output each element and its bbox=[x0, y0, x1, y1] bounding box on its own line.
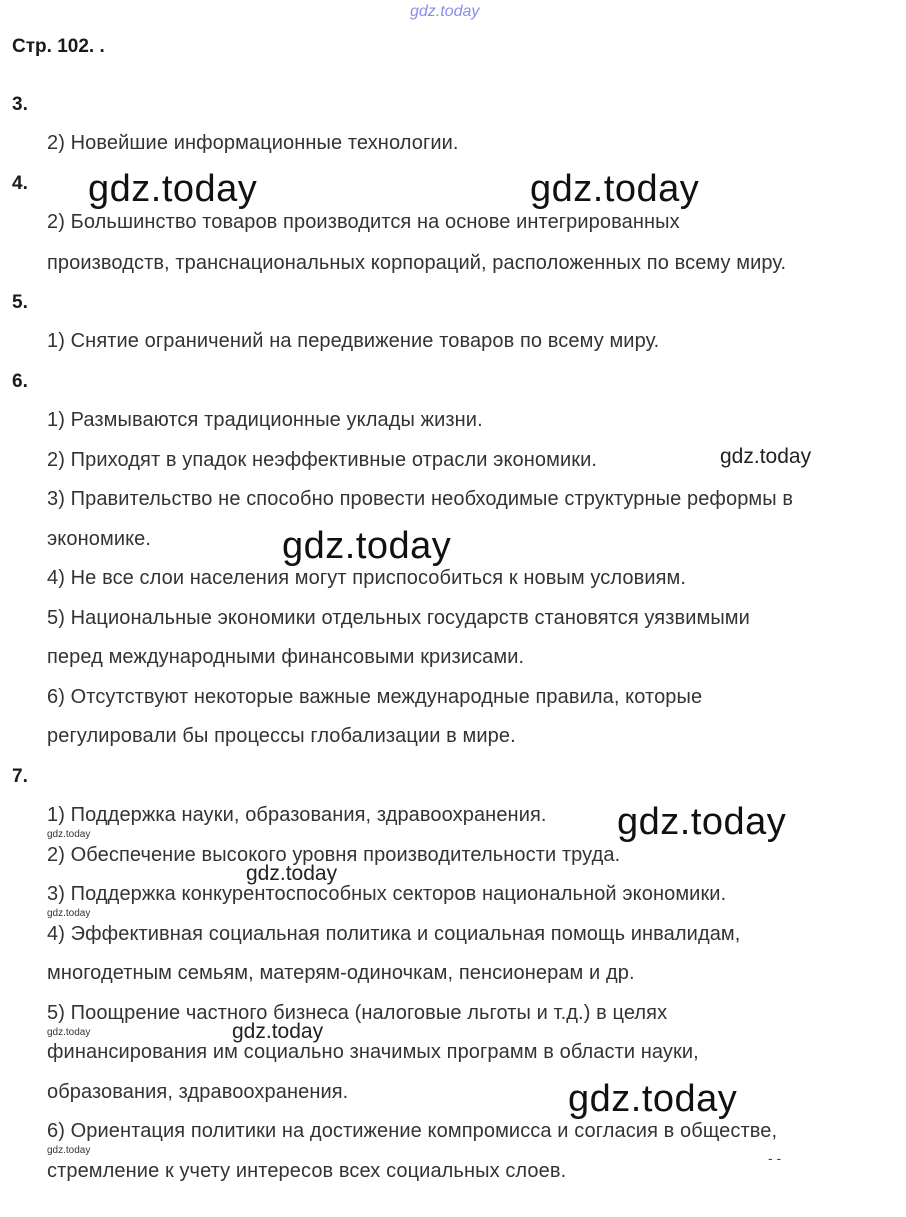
answer-line: 6) Ориентация политики на достижение компромисса и согласия в обществе, bbox=[47, 1120, 778, 1142]
answer-line: 5) Поощрение частного бизнеса (налоговые льготы и т.д.) в целях bbox=[47, 1002, 668, 1024]
question-5-number: 5. bbox=[12, 292, 28, 313]
question-3-number: 3. bbox=[12, 94, 28, 115]
watermark: gdz.today bbox=[246, 862, 338, 885]
answer-line: регулировали бы процессы глобализации в мире. bbox=[47, 725, 516, 747]
answer-line: 3) Правительство не способно провести необходимые структурные реформы в bbox=[47, 488, 794, 510]
answer-line: финансирования им социально значимых программ в области науки, bbox=[47, 1041, 699, 1063]
watermark: gdz.today bbox=[568, 1078, 738, 1120]
answer-line: 6) Отсутствуют некоторые важные международные правила, которые bbox=[47, 686, 703, 708]
answer-line: 5) Национальные экономики отдельных государств становятся уязвимыми bbox=[47, 607, 750, 629]
answer-line: многодетным семьям, матерям-одиночкам, пенсионерам и др. bbox=[47, 962, 635, 984]
answer-line: 2) Новейшие информационные технологии. bbox=[47, 132, 459, 154]
answer-line: 4) Эффективная социальная политика и социальная помощь инвалидам, bbox=[47, 923, 741, 945]
watermark: gdz.today bbox=[530, 168, 700, 210]
answer-line: 3) Поддержка конкурентоспособных секторов национальной экономики. bbox=[47, 883, 727, 905]
answer-line: производств, транснациональных корпораций, расположенных по всему миру. bbox=[47, 252, 787, 274]
question-7-number: 7. bbox=[12, 766, 28, 787]
answer-line: 2) Большинство товаров производится на основе интегрированных bbox=[47, 211, 680, 233]
question-4-number: 4. bbox=[12, 173, 28, 194]
top-watermark: gdz.today bbox=[410, 3, 480, 20]
watermark: gdz.today bbox=[720, 445, 812, 468]
question-6-number: 6. bbox=[12, 371, 28, 392]
answer-line: 2) Обеспечение высокого уровня производительности труда. bbox=[47, 844, 621, 866]
watermark: gdz.today bbox=[47, 1027, 91, 1038]
answer-line: экономике. bbox=[47, 528, 152, 550]
answer-line: 1) Снятие ограничений на передвижение товаров по всему миру. bbox=[47, 330, 660, 352]
watermark: gdz.today bbox=[47, 829, 91, 840]
answer-line: 1) Поддержка науки, образования, здравоохранения. bbox=[47, 804, 547, 826]
watermark: gdz.today bbox=[47, 1145, 91, 1156]
watermark: gdz.today bbox=[88, 168, 258, 210]
answer-line: 1) Размываются традиционные уклады жизни. bbox=[47, 409, 483, 431]
answer-line: перед международными финансовыми кризисами. bbox=[47, 646, 525, 668]
watermark: gdz.today bbox=[282, 525, 452, 567]
page-title: Стр. 102. . bbox=[12, 36, 105, 57]
answer-line: стремление к учету интересов всех социальных слоев. bbox=[47, 1160, 567, 1182]
answer-line: образования, здравоохранения. bbox=[47, 1081, 349, 1103]
decor-specks: - - bbox=[768, 1150, 782, 1166]
answer-line: 2) Приходят в упадок неэффективные отрасли экономики. bbox=[47, 449, 598, 471]
watermark: gdz.today bbox=[47, 908, 91, 919]
answer-line: 4) Не все слои населения могут приспособиться к новым условиям. bbox=[47, 567, 687, 589]
watermark: gdz.today bbox=[232, 1020, 324, 1043]
watermark: gdz.today bbox=[617, 801, 787, 843]
